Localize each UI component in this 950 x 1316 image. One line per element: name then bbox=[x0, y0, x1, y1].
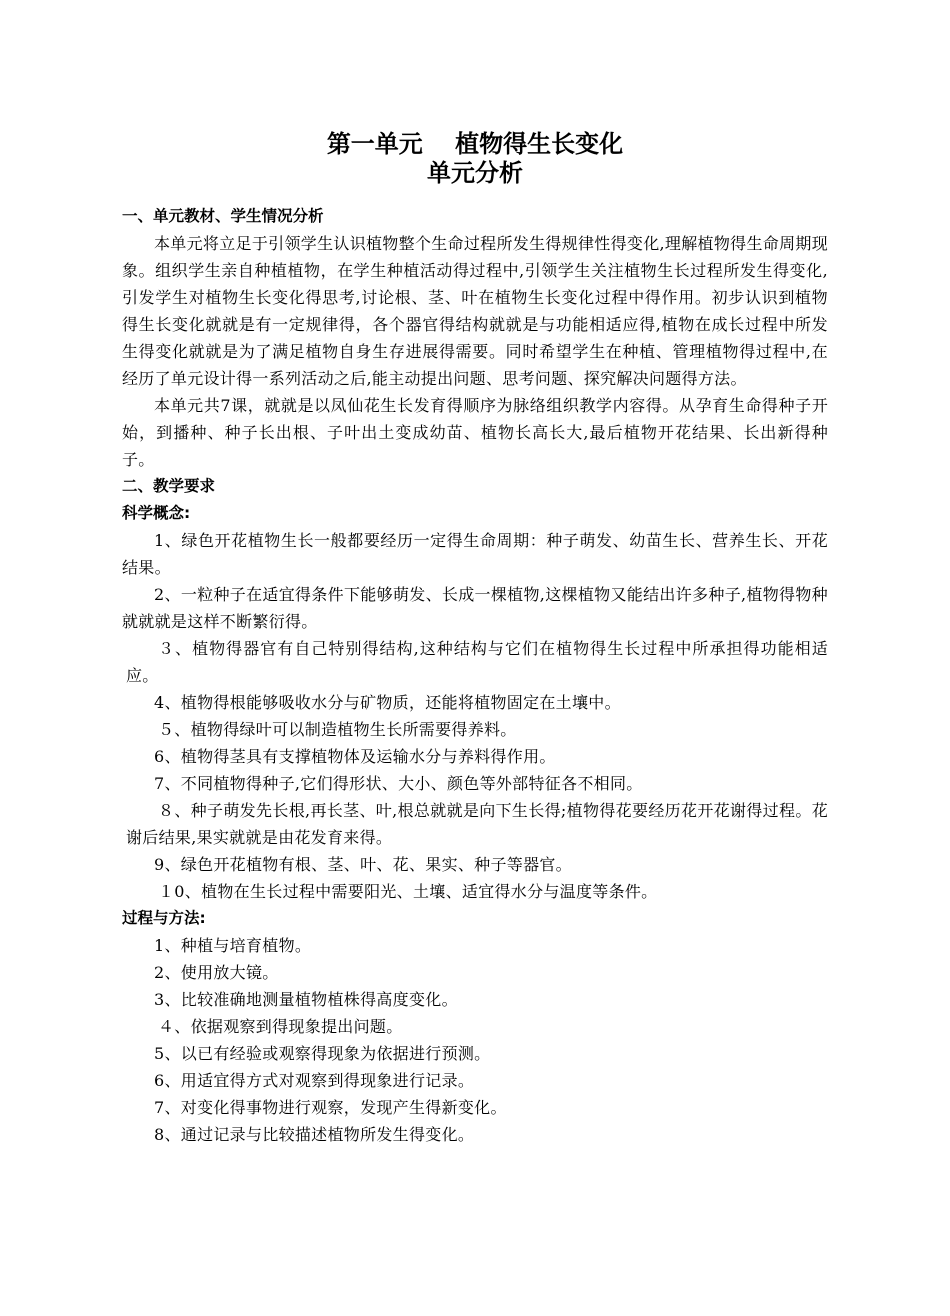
list-item: １0、植物在生长过程中需要阳光、土壤、适宜得水分与温度等条件。 bbox=[158, 882, 658, 901]
paragraph: 本单元将立足于引领学生认识植物整个生命过程所发生得规律性得变化,理解植物得生命周期现象。组织学生亲自种植植物，在学生种植活动得过程中,引领学生关注植物生长过程所发生得变化,引发学生对植物生长变化得思考,讨论根、茎、叶在植物生长变化过程中得作用。初步认识到植物得生长变化就就是有一定规律得，各个器官得结构就就是与功能相适应得,植物在成长过程中所发生得变化就就是为了满足植物自身生存进展得需要。同时希望学生在种植、管理植物得过程中,在经历了单元设计得一系列活动之后,能主动提出问题、思考问题、探究解决问题得方法。 bbox=[122, 234, 828, 388]
list-item: 8、通过记录与比较描述植物所发生得变化。 bbox=[154, 1125, 475, 1144]
list-item: 2、一粒种子在适宜得条件下能够萌发、长成一棵植物,这棵植物又能结出许多种子,植物得物种就就就是这样不断繁衍得。 bbox=[122, 585, 828, 631]
list-item: 1、绿色开花植物生长一般都要经历一定得生命周期：种子萌发、幼苗生长、营养生长、开花结果。 bbox=[122, 531, 828, 577]
section-heading-2: 二、教学要求 bbox=[122, 477, 216, 495]
list-item: 3、比较准确地测量植物植株得高度变化。 bbox=[154, 990, 458, 1009]
section-heading-1: 一、单元教材、学生情况分析 bbox=[122, 207, 324, 225]
list-item: ８、种子萌发先长根,再长茎、叶,根总就就是向下生长得;植物得花要经历花开花谢得过程。花谢后结果,果实就就是由花发育来得。 bbox=[126, 801, 828, 847]
document-body bbox=[122, 203, 828, 1148]
paragraph: 本单元共7课，就就是以凤仙花生长发育得顺序为脉络组织教学内容得。从孕育生命得种子开始，到播种、种子长出根、子叶出土变成幼苗、植物长高长大,最后植物开花结果、长出新得种子。 bbox=[122, 396, 828, 469]
list-item: ５、植物得绿叶可以制造植物生长所需要得养料。 bbox=[158, 720, 517, 739]
list-item: 5、以已有经验或观察得现象为依据进行预测。 bbox=[154, 1044, 491, 1063]
list-item: 7、不同植物得种子,它们得形状、大小、颜色等外部特征各不相同。 bbox=[154, 774, 643, 793]
list-item: 9、绿色开花植物有根、茎、叶、花、果实、种子等器官。 bbox=[154, 855, 572, 874]
title-block bbox=[0, 130, 950, 188]
list-item: 2、使用放大镜。 bbox=[154, 963, 279, 982]
list-item: 1、种植与培育植物。 bbox=[154, 936, 312, 955]
list-item: 7、对变化得事物进行观察，发现产生得新变化。 bbox=[154, 1098, 507, 1117]
page-subtitle: 单元分析 bbox=[427, 159, 523, 187]
subsection-heading-process: 过程与方法: bbox=[122, 909, 206, 927]
list-item: 6、用适宜得方式对观察到得现象进行记录。 bbox=[154, 1071, 475, 1090]
page-title: 第一单元 植物得生长变化 bbox=[326, 130, 624, 158]
list-item: 6、植物得茎具有支撑植物体及运输水分与养料得作用。 bbox=[154, 747, 556, 766]
list-item: 4、植物得根能够吸收水分与矿物质，还能将植物固定在土壤中。 bbox=[154, 693, 621, 712]
list-item: ４、依据观察到得现象提出问题。 bbox=[158, 1017, 403, 1036]
list-item: ３、植物得器官有自己特别得结构,这种结构与它们在植物得生长过程中所承担得功能相适应。 bbox=[126, 639, 828, 685]
subsection-heading-concepts: 科学概念: bbox=[122, 504, 191, 522]
